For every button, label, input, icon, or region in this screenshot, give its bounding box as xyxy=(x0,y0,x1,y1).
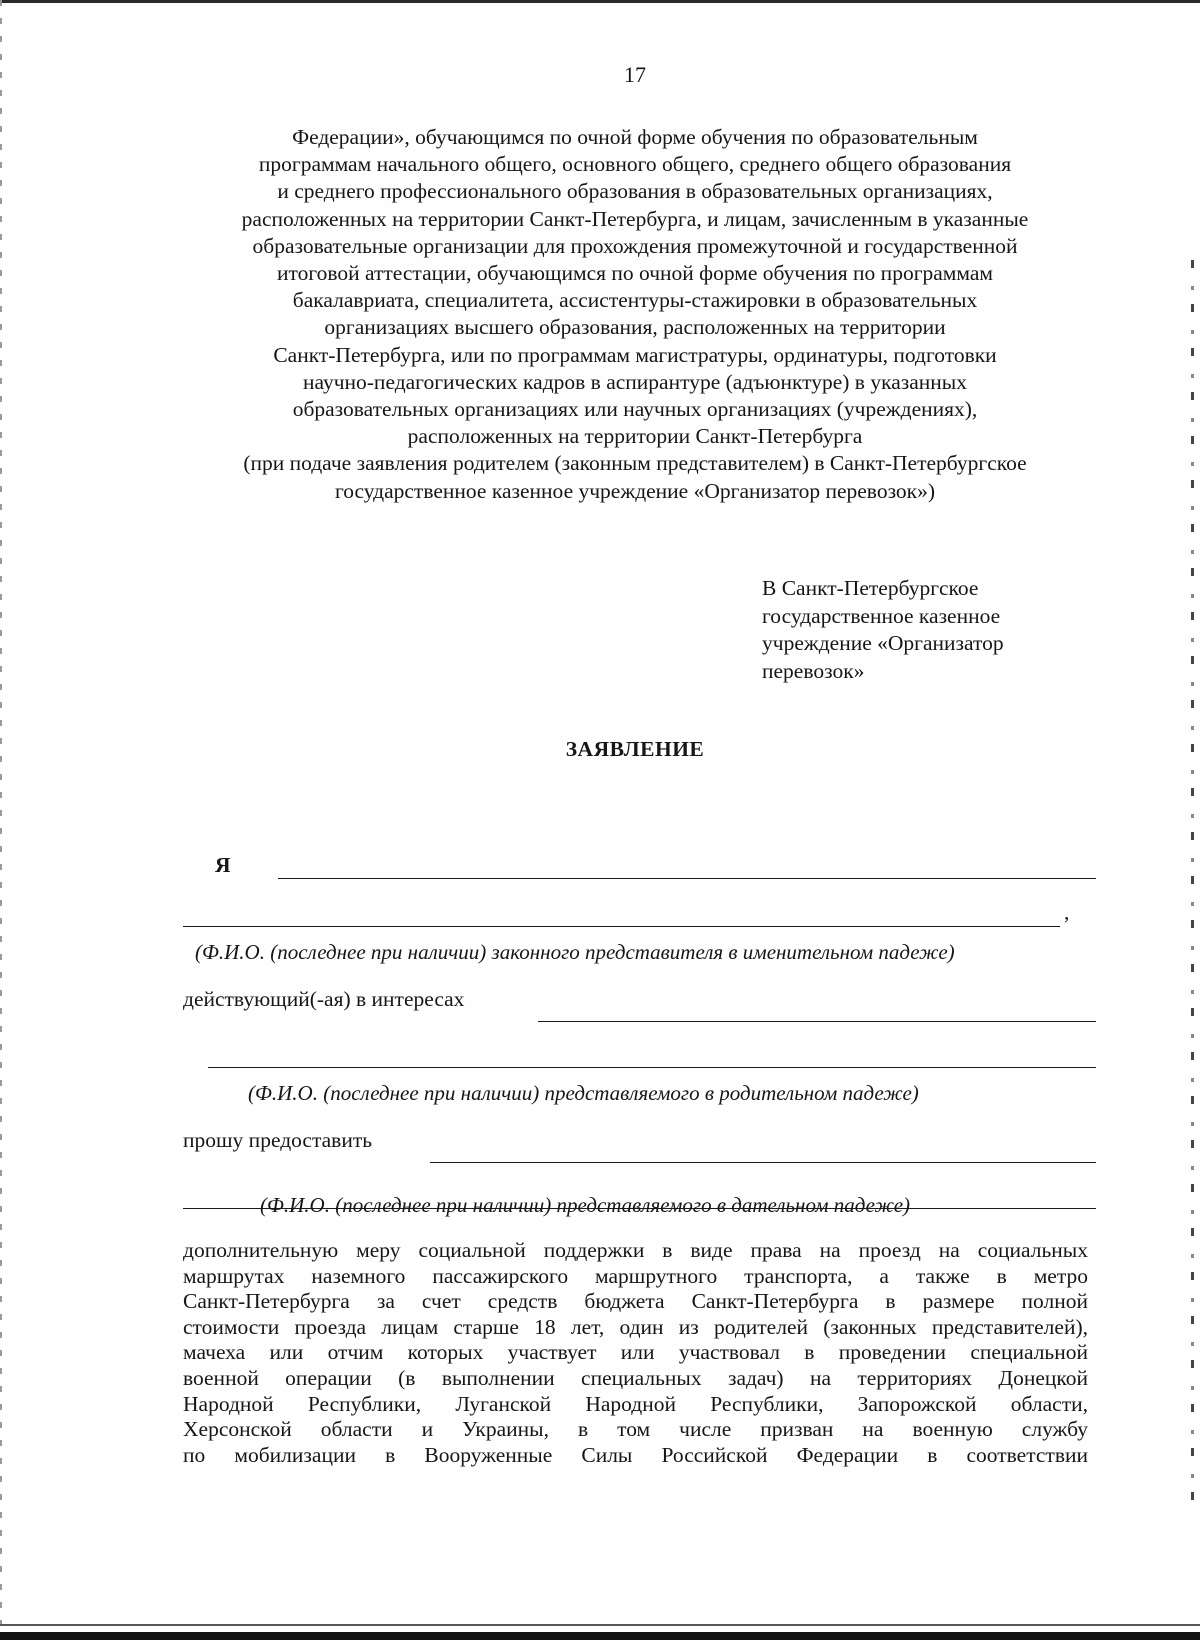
scan-edge-left xyxy=(0,0,2,1632)
body-line: мачеха или отчим которых участвует или участвовал в проведении специальной xyxy=(183,1340,1088,1365)
dative-name-field-line1[interactable] xyxy=(430,1162,1096,1163)
acting-label: действующий(-ая) в интересах xyxy=(183,987,465,1011)
title-line: бакалавриата, специалитета, ассистентуры-стажировки в образовательных xyxy=(292,288,978,313)
represented-name-field-line1[interactable] xyxy=(538,1021,1096,1022)
scan-edge-bottom xyxy=(0,1632,1200,1640)
title-line: образовательных организациях или научных организациях (учреждениях), xyxy=(292,397,978,422)
addressee-line: В Санкт-Петербургское xyxy=(762,576,979,600)
title-line: расположенных на территории Санкт-Петербурга, и лицам, зачисленным в указанные xyxy=(241,206,1029,231)
scan-edge-top xyxy=(0,0,1200,3)
body-line: стоимости проезда лицам старше 18 лет, один из родителей (законных представителей), xyxy=(183,1314,1088,1339)
addressee-line: перевозок» xyxy=(762,658,865,683)
body-line: маршрутах наземного пассажирского маршрутного транспорта, а также в метро xyxy=(183,1263,1088,1288)
title-line: научно-педагогических кадров в аспирантуре (адъюнктуре) в указанных xyxy=(303,369,967,394)
body-line: по мобилизации в Вооруженные Силы Российской Федерации в соответствии xyxy=(183,1442,1088,1467)
addressee-line: государственное казенное xyxy=(762,603,1001,628)
title-line: и среднего профессионального образования в образовательных организациях, xyxy=(277,179,993,204)
addressee-block xyxy=(762,575,1004,685)
addressee-line: учреждение «Организатор xyxy=(762,631,1004,655)
scan-edge-right xyxy=(1191,260,1194,1500)
represented-name-field-line2[interactable] xyxy=(208,1067,1096,1068)
title-line: (при подаче заявления родителем (законным представителем) в Санкт-Петербургское xyxy=(243,451,1027,476)
title-line: итоговой аттестации, обучающимся по очной форме обучения по программам xyxy=(276,261,994,286)
scan-edge-bottom-thin xyxy=(0,1624,1200,1626)
hint-genitive-name: (Ф.И.О. (последнее при наличии) представляемого в родительном падеже) xyxy=(248,1081,919,1105)
representative-name-field-line2[interactable] xyxy=(183,926,1060,927)
application-heading: ЗАЯВЛЕНИЕ xyxy=(565,737,705,761)
hint-representative-name: (Ф.И.О. (последнее при наличии) законного представителя в именительном падеже) xyxy=(195,940,955,964)
representative-name-field-line1[interactable] xyxy=(278,878,1096,879)
page-number: 17 xyxy=(624,62,646,87)
hint-dative-name: (Ф.И.О. (последнее при наличии) представляемого в дательном падеже) xyxy=(260,1193,911,1217)
body-line: Санкт-Петербурга за счет средств бюджета Санкт-Петербурга в размере полной xyxy=(183,1289,1088,1314)
title-line: государственное казенное учреждение «Организатор перевозок») xyxy=(334,478,936,503)
title-line: программам начального общего, основного общего, среднего общего образования xyxy=(258,152,1012,177)
title-line: образовательные организации для прохождения промежуточной и государственной xyxy=(252,233,1018,258)
body-line: Народной Республики, Луганской Народной Республики, Запорожской области, xyxy=(183,1391,1088,1416)
title-line: Санкт-Петербурга, или по программам магистратуры, ординатуры, подготовки xyxy=(273,342,997,367)
body-paragraph xyxy=(183,1238,1088,1468)
body-line: военной операции (в выполнении специальных задач) на территориях Донецкой xyxy=(183,1365,1088,1390)
title-line: организациях высшего образования, расположенных на территории xyxy=(324,315,946,340)
body-line: Херсонской области и Украины, в том числе призван на военную службу xyxy=(183,1417,1088,1442)
comma-mark: , xyxy=(1064,900,1070,924)
title-line: расположенных на территории Санкт-Петербурга xyxy=(407,424,863,449)
request-label: прошу предоставить xyxy=(183,1128,373,1152)
title-line: Федерации», обучающимся по очной форме обучения по образовательным xyxy=(292,125,978,149)
form-title xyxy=(160,124,1110,505)
body-line: дополнительную меру социальной поддержки в виде права на проезд на социальных xyxy=(183,1238,1088,1262)
i-label: Я xyxy=(215,853,231,877)
